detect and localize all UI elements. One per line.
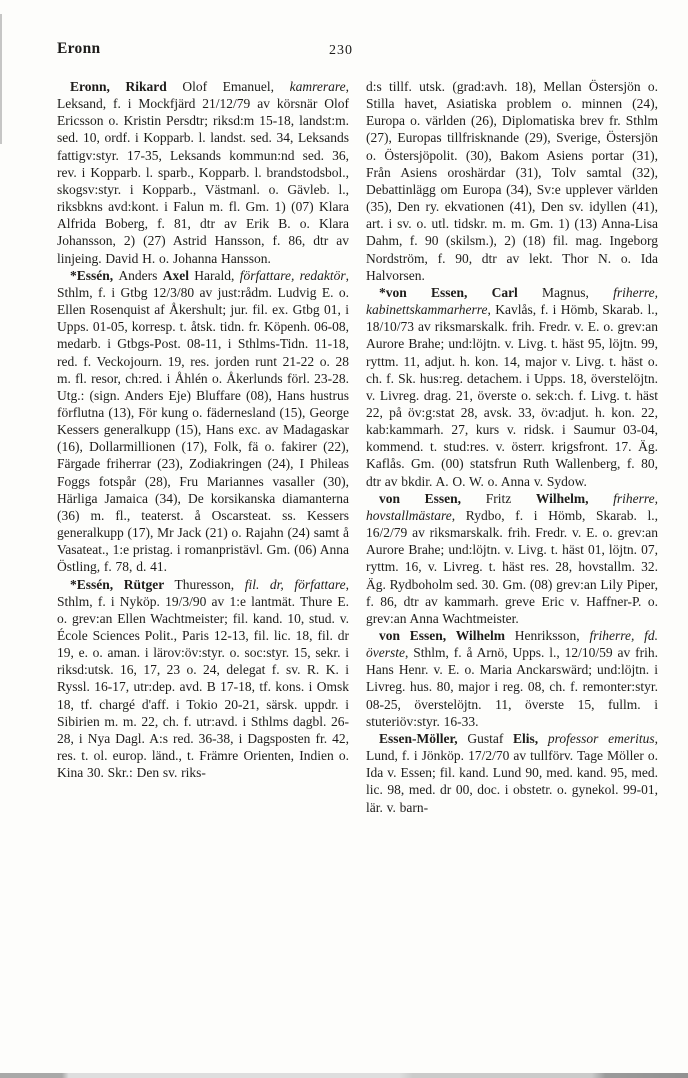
text-segment: Henriksson,: [514, 628, 590, 643]
text-segment: professor emeritus: [547, 730, 655, 746]
scan-edge-artifact-bottom: [0, 1073, 688, 1078]
text-segment: Harald,: [194, 267, 240, 283]
text-segment: Thuresson,: [174, 576, 245, 592]
text-segment: , Kavlås, f. i Hömb, Skarab. l., 18/10/73 av riksmarskalk. frih. Fredr. v. E. o. grev:an Aurore Brahe; und:löjtn. v. Livg. t. häst 95, löjtn. 99, ryttm. 11, adjut. h. kon. 14, major v. Livg. t. häst o. ch. f. Sk. hus:reg. detachem. i Upps. 18, överstelöjtn. v. Livreg. drag. 21, överste o. sek:ch. f. Livg. t. häst 22, på öv:g:stat 28, avsk. 33, öv:adjut. h. kon. 22, kab:kammarh. 27, kurs v. ridsk. i Saumur 03-04, kommend. t. stud:res. v. österr. krigsfront. 17. Äg. Kaflås. Gm. (00) statsfrun Ruth Wallenberg, f. 80, dtr av bkdir. A. O. W. o. Anna v. Sydow.: [366, 302, 658, 489]
text-segment: Olof Emanuel,: [182, 79, 290, 94]
entry-paragraph: [57, 267, 349, 576]
entry-paragraph: [366, 730, 658, 816]
text-segment: friherre, fd. överste: [366, 628, 658, 661]
running-head: Eronn: [57, 40, 101, 57]
text-segment: fil. dr, författare: [244, 576, 346, 592]
text-segment: friherre, kabinettskammarherre: [366, 284, 658, 318]
text-segment: författare, redaktör: [239, 267, 346, 283]
text-segment: Elis,: [513, 730, 548, 746]
entry-paragraph: [366, 284, 658, 490]
right-column: [366, 78, 658, 816]
text-segment: Magnus,: [542, 284, 614, 300]
text-segment: , Sthlm, f. å Arnö, Upps. l., 12/10/59 av frih. Hans Henr. v. E. o. Maria Anckarswärd; und:löjtn. i Livreg. hus. 80, major i reg. 08, ch. f. remonter:styr. 08-25, överstelöjtn. 11, överste 15, fullm. i stuteriöv:styr. 16-33.: [366, 645, 658, 729]
entry-paragraph: [366, 627, 658, 730]
page-number: 230: [329, 43, 353, 58]
text-segment: Anders: [118, 267, 163, 283]
text-segment: Essen-Möller,: [379, 730, 468, 746]
text-segment: *Essén, Rütger: [70, 576, 175, 592]
entry-paragraph: [57, 78, 349, 267]
text-segment: , Sthlm, f. i Gtbg 12/3/80 av just:rådm. Ludvig E. o. Ellen Rosenquist af Åkershult; jur. fil. ex. Gtbg 01, i Upps. 01-05, korresp. t. åtsk. tidn. fr. Köpenh. 06-08, medarb. i Gtbgs-Post. 08-11, i Sthlms-Tidn. 11-18, red. f. Veckojourn. 19, res. jorden runt 21-22 o. 28 m. fl. resor, ch:red. i Åhlén o. Åkerlunds förl. 23-28. Utg.: (sign. Anders Eje) Bluffare (08), Hans hustrus förflutna (13), För kung o. fädernesland (15), George Kessers generalkupp (15), Hans exc. av Madagaskar (16), Dollarmillionen (17), Folk, fä o. fakirer (22), Färgade friherrar (23), Zodiakringen (24), I Phileas Foggs fotspår (28), Fru Mariannes vasaller (30), Härliga Jamaica (34), De korsikanska diamanterna (36) m. fl., teaterst. å Oscarsteat. ss. Kessers generalkupp (17), Mr Jack (21) o. Rajahn (24) samt å Vasateat., 1:e pristag. i romanpristävl. Gm. (06) Anna Östling, f. 78, d. 41.: [57, 267, 349, 575]
entry-paragraph: [57, 576, 349, 782]
scan-edge-artifact-left: [0, 14, 2, 144]
text-segment: Gustaf: [467, 730, 514, 746]
text-segment: d:s tillf. utsk. (grad:avh. 18), Mellan Östersjön o. Stilla havet, Asiatiska problem o. minnen (24), Europa o. världen (26), Diplomatiska brev fr. Sthlm (27), Europas tillfrisknande (29), Sverige, Östersjön o. Östersjöpolit. (30), Bakom Asiens portar (31), Från Asiens oroshärdar (31), Tolv samtal (32), Debattinlägg om Europa (34), Sv:e upplever världen (35), Den ry. ekvationen (41), Den sv. idyllen (41), art. i sv. o. utl. tidskr. m. m. Gm. 1) (13) Anna-Lisa Dahm, f. 90 (skilsm.), 2) (18) fil. mag. Ingeborg Nordström, f. 90, dtr av lekt. Thor N. o. Ida Halvorsen.: [366, 79, 658, 283]
page-header: [57, 40, 658, 62]
entry-paragraph: [366, 78, 658, 284]
text-segment: , Lund, f. i Jönköp. 17/2/70 av tullförv. Tage Möller o. Ida v. Essen; fil. kand. Lund 90, med. kand. 95, med. lic. 98, med. dr 00, doc. i obstetr. o. gynekol. 99-01, lär. v. barn-: [366, 730, 658, 815]
text-segment: kamrerare: [289, 79, 346, 94]
text-segment: friherre, hovstallmästare: [366, 490, 658, 523]
text-segment: , Sthlm, f. i Nyköp. 19/3/90 av 1:e lantmät. Thure E. o. grev:an Ellen Wachtmeister; fil. kand. 10, stud. v. École Sciences Polit., Paris 12-13, fil. lic. 18, fil. dr 19, e. o. aman. i lärov:öv:styr. o. soc:styr. 15, sekr. i riksd:utsk. 16, 17, 23 o. 24, delegat f. sv. R. K. i Ryssl. 16-17, utr:dep. avd. B 17-18, tf. kons. i Omsk 18, tf. chargé d'aff. i Tokio 20-21, särsk. uppdr. i Sibirien m. m. 22, ch. f. utr:avd. i Sthlms dagbl. 26-28, i Nya Dagl. A:s red. 36-38, i Dagsposten fr. 42, res. t. ol. europ. länd., t. Främre Orienten, Indien o. Kina 30. Skr.: Den sv. riks-: [57, 576, 349, 781]
text-segment: Axel: [162, 267, 195, 283]
text-segment: Fritz: [485, 490, 536, 506]
text-segment: , Rydbo, f. i Hömb, Skarab. l., 16/2/79 av riksmarskalk. frih. Fredr. v. E. o. grev:an Aurore Brahe; und:löjtn. v. Livg. t. häst 01, löjtn. 07, ryttm. 16, v. Livreg. t. häst res. 28, hovstallm. 32. Äg. Rydboholm sed. 30. Gm. (08) grev:an Lily Piper, f. 86, dtr av kammarh. greve Eric v. Haffner-P. o. grev:an Anna Wachtmeister.: [366, 507, 658, 626]
text-segment: *von Essen, Carl: [379, 284, 543, 300]
text-segment: Wilhelm,: [535, 490, 614, 506]
entry-paragraph: [366, 490, 658, 627]
text-columns: [57, 78, 658, 816]
text-segment: , Leksand, f. i Mockfjärd 21/12/79 av körsnär Olof Ericsson o. Kristin Persdtr; riksd:m 15-18, landst:m. sed. 10, ordf. i Kopparb. l. landst. sed. 34, Leksands fattigv:styr. 17-35, Leksands kommun:nd sed. 36, rev. i Kopparb. l. sparb., Kopparb. l. brandstodsbol., skogsv:styr. i Kopparb., Västmanl. o. Gävleb. l., riksbkns avd:kont. i Falun m. fl. Gm. 1) (07) Klara Alfrida Boberg, f. 81, dtr av Erik B. o. Klara Johansson, 2) (27) Astrid Hansson, f. 86, dtr av linjeing. David H. o. Johanna Hansson.: [57, 79, 349, 266]
text-segment: Eronn, Rikard: [70, 79, 183, 94]
text-segment: *Essén,: [70, 267, 119, 283]
text-segment: von Essen, Wilhelm: [379, 628, 515, 643]
text-segment: von Essen,: [379, 490, 486, 506]
left-column: [57, 78, 349, 816]
